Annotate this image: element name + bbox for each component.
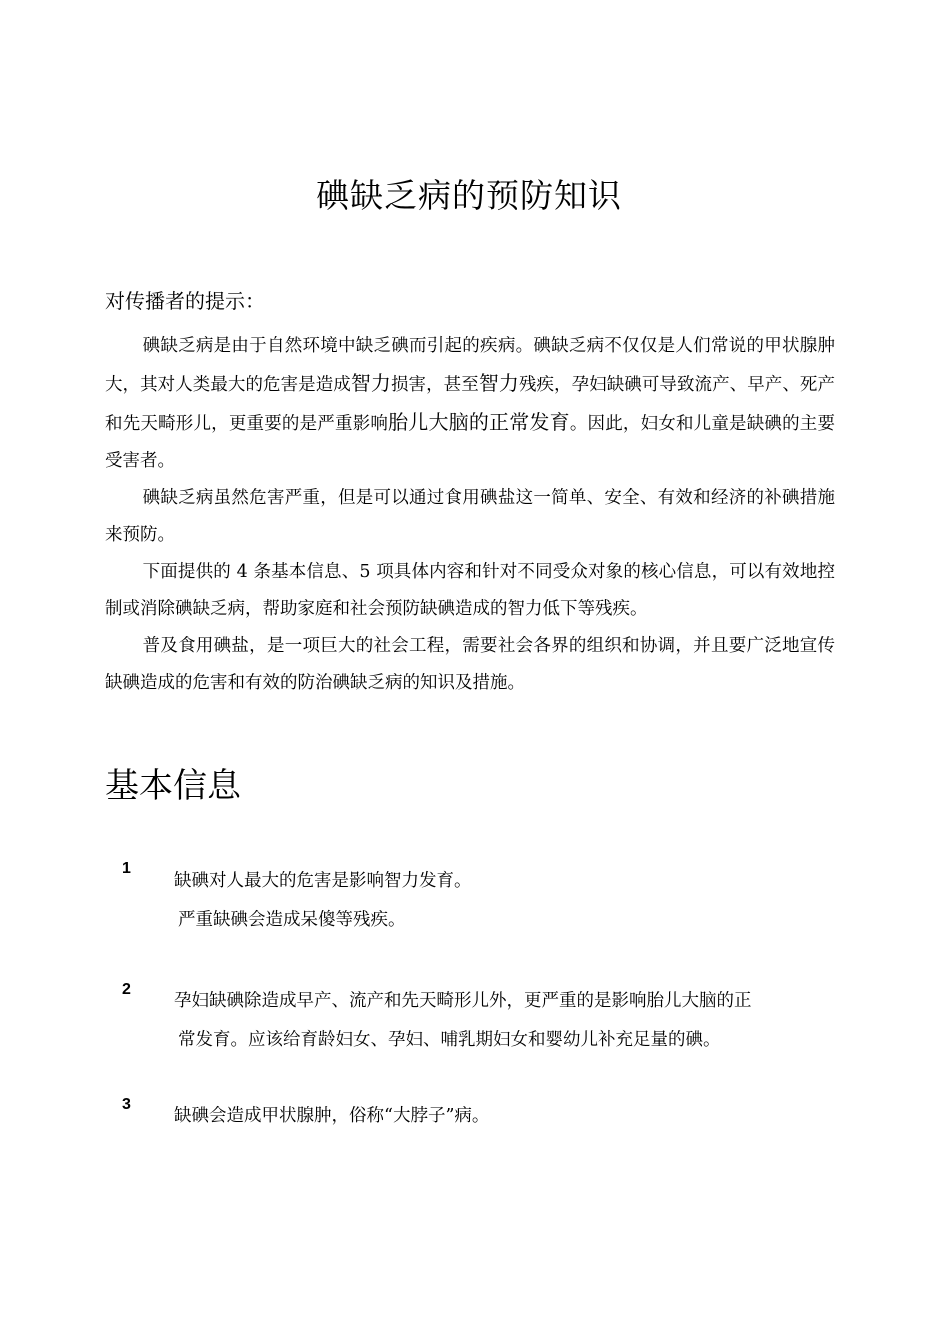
- intro-p1-text-c: 残疾，孕妇缺碘可导致流产、早产、死产和先天畸形儿，更重要的是严重影响: [105, 375, 835, 434]
- intro-p1-text-b: 损害，甚至: [391, 375, 479, 395]
- tips-heading: 对传播者的提示：: [105, 289, 265, 313]
- intro-p1-emphasis-2: 智力: [478, 371, 519, 395]
- intro-paragraph-1: [105, 328, 835, 480]
- intro-paragraph-3: 下面提供的 4 条基本信息、5 项具体内容和针对不同受众对象的核心信息，可以有效地控制或消除碘缺乏病，帮助家庭和社会预防缺碘造成的智力低下等残疾。: [105, 562, 835, 619]
- intro-paragraph-2: 碘缺乏病虽然危害严重，但是可以通过食用碘盐这一简单、安全、有效和经济的补碘措施来预防。: [105, 488, 835, 545]
- intro-p1-text-a: 碘缺乏病是由于自然环境中缺乏碘而引起的疾病。碘缺乏病不仅仅是人们常说的甲状腺肿大，其对人类最大的危害是造成: [105, 336, 835, 395]
- intro-text: [105, 328, 835, 702]
- basic-item-number: 2: [122, 981, 131, 998]
- intro-p1-emphasis-1: 智力: [350, 371, 391, 395]
- intro-p1-emphasis-3: 胎儿大脑的正常发育: [388, 410, 570, 434]
- intro-paragraph-4: 普及食用碘盐，是一项巨大的社会工程，需要社会各界的组织和协调，并且要广泛地宣传缺碘造成的危害和有效的防治碘缺乏病的知识及措施。: [105, 636, 835, 693]
- basic-info-heading: 基本信息: [105, 766, 241, 806]
- basic-item-line: 缺碘对人最大的危害是影响智力发育。: [174, 871, 472, 891]
- basic-item-line: 缺碘会造成甲状腺肿，俗称“大脖子”病。: [174, 1106, 490, 1126]
- basic-item-1: [174, 862, 824, 940]
- intro-p1-text-d: 。因此，妇女和儿童是缺碘的主要受害者。: [105, 414, 836, 471]
- basic-item-line: 常发育。应该给育龄妇女、孕妇、哺乳期妇女和婴幼儿补充足量的碘。: [178, 1030, 721, 1050]
- basic-item-line: 孕妇缺碘除造成早产、流产和先天畸形儿外，更严重的是影响胎儿大脑的正: [174, 991, 752, 1011]
- basic-item-number: 3: [122, 1096, 131, 1113]
- document-title: 碘缺乏病的预防知识: [316, 176, 622, 215]
- basic-item-number: 1: [122, 860, 131, 877]
- basic-item-3: [174, 1097, 824, 1136]
- basic-item-2: [174, 982, 824, 1060]
- basic-item-line: 严重缺碘会造成呆傻等残疾。: [178, 910, 406, 930]
